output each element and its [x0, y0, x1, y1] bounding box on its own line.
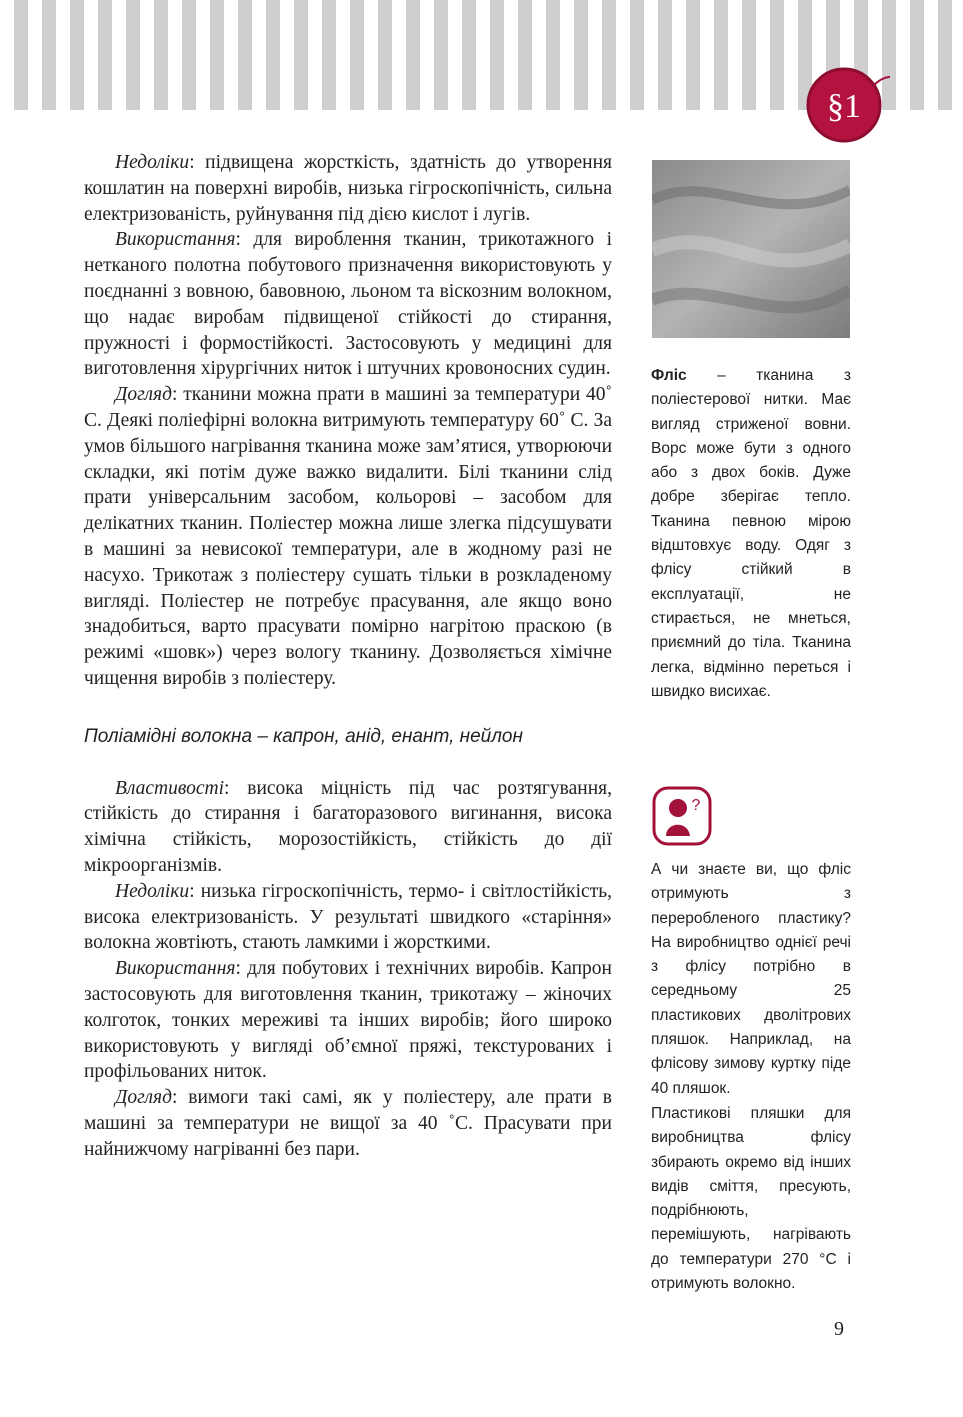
did-you-know-icon [652, 786, 712, 846]
paragraph-care: Догляд: тканини можна прати в машині за температури 40˚ С. Деякі поліефірні волокна витримують температуру 60˚ С. За умов більшого нагрівання тканина може зам’ятися, утворюючи складки, які потім дуже важко видалити. Білі тканини слід прати універсальним засобом, кольорові – засобом для делікатних тканин. Поліестер можна лише злегка підсушувати в машині за невисокої температури, але в жодному разі не насухо. Трикотаж з поліестеру сушать тільки в розкладеному вигляді. Поліестер не потребує прасування, але якщо воно знадобиться, варто прасувати помірно нагрітою праскою (в режимі «шовк») через вологу тканину. Дозволяється хімічне чищення виробів з поліестеру. [84, 384, 612, 689]
section-badge [804, 65, 890, 151]
paragraph-care-2: Догляд: вимоги такі самі, як у поліестеру, але прати в машині за температури не вищої за 40 ˚С. Прасувати при найнижчому нагріванні без пари. [84, 1087, 612, 1160]
paragraph-usage: Використання: для вироблення тканин, трикотажного і нетканого полотна побутового призначення використовують у поєднанні з вовною, бавовною, льоном та віскозним волокном, що надає виробам підвищеної стійкості до стирання, пружності і формостійкості. Застосовують у медицині для виготовлення хірургічних ниток і штучних кровоносних судин. [84, 229, 612, 380]
section-mark: §1 [827, 88, 861, 125]
section-title: Поліамідні волокна – капрон, анід, енант, нейлон [84, 725, 523, 747]
fact-box [651, 858, 851, 1296]
paragraph-properties: Властивості: висока міцність під час розтягування, стійкість до стирання і багаторазового вигинання, висока хімічна стійкість, морозостійкість, стійкість до дії мікроорганізмів. [84, 777, 612, 876]
fleece-term: Фліс [651, 367, 687, 384]
svg-text:?: ? [691, 797, 701, 814]
paragraph-disadvantages-2: Недоліки: низька гігроскопічність, термо- і світлостійкість, висока електризованість. У результаті швидкого «старіння» волокна жовтіють, стають ламкими і жорсткими. [84, 880, 612, 954]
page-number: 9 [834, 1318, 844, 1340]
fleece-caption: Фліс – тканина з поліестерової нитки. Має вигляд стриженої вовни. Ворс може бути з одного або з двох боків. Дуже добре зберігає тепло. Тканина певною мірою відштовхує воду. Одяг з флісу стійкий в експлуатації, не стирається, не мнеться, приємний до тіла. Тканина легка, відмінно переться і швидко висихає. [651, 367, 851, 700]
fleece-photo [652, 160, 850, 338]
paragraph-usage-2: Використання: для побутових і технічних виробів. Капрон застосовують для виготовлення тканин, трикотажу – жіночих колготок, тонких мереживі та інших виробів; його широко використовують у вигляді об’ємної пряжі, текстурованих і профільованих ниток. [84, 958, 612, 1083]
fact-paragraph-1: А чи знаєте ви, що фліс отримують з переробленого пластику? На виробництво однієї речі з флісу потрібно в середньому 25 пластикових дволітрових пляшок. Наприклад, на флісову зимову куртку піде 40 пляшок. [651, 861, 851, 1097]
paragraph-disadvantages: Недоліки: підвищена жорсткість, здатність до утворення кошлатин на поверхні виробів, низька гігроскопічність, сильна електризованість, руйнування під дією кислот і лугів. [84, 152, 612, 225]
fact-paragraph-2: Пластикові пляшки для виробництва флісу збирають окремо від інших видів сміття, пресують, подрібнюють, перемішують, нагрівають до температури 270 °С і отримують волокно. [651, 1104, 851, 1293]
main-text [84, 150, 612, 1162]
